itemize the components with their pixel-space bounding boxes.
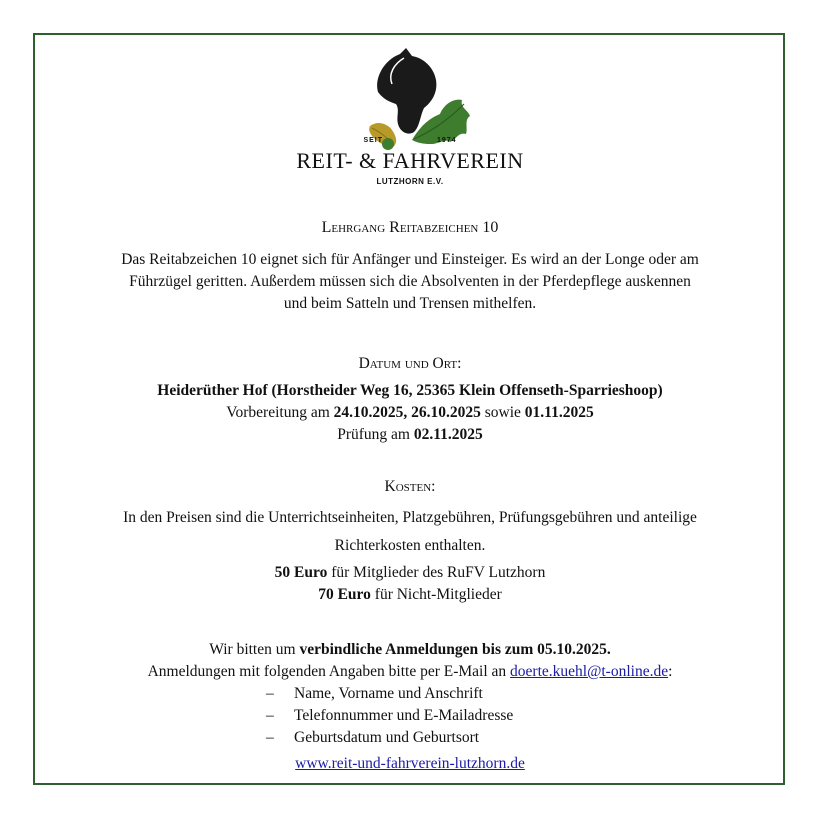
- prep-line: [0, 403, 820, 423]
- horse-head-icon: [377, 48, 436, 134]
- location-line: [0, 381, 820, 401]
- page-title: Lehrgang Reitabzeichen 10: [321, 219, 499, 236]
- price2-amount: 70 Euro: [318, 586, 371, 603]
- dash: –: [266, 707, 274, 724]
- anmeldung-colon: :: [668, 663, 673, 680]
- logo-seit: SEIT: [363, 137, 384, 144]
- email-link[interactable]: doerte.kuehl@t-online.de: [510, 663, 669, 680]
- prep-last: 01.11.2025: [524, 404, 594, 421]
- location: Heiderüther Hof (Horstheider Weg 16, 25365 Klein Offenseth-Sparrieshoop): [157, 382, 663, 399]
- logo-name: REIT- & FAHRVEREIN: [296, 148, 524, 173]
- logo-sub: LUTZHORN E.V.: [376, 177, 444, 186]
- list-item-text: Name, Vorname und Anschrift: [294, 685, 483, 702]
- kosten-heading: Kosten:: [384, 478, 436, 495]
- intro-line-3: und beim Satteln und Trensen mithelfen.: [283, 295, 537, 312]
- list-item-text: Telefonnummer und E-Mailadresse: [294, 707, 514, 724]
- price-members: [0, 563, 820, 583]
- exam-line: [0, 425, 820, 445]
- price1-text: für Mitglieder des RuFV Lutzhorn: [327, 564, 546, 581]
- anmeldung-line-1: [0, 640, 820, 660]
- list-item-text: Geburtsdatum und Geburtsort: [294, 729, 480, 746]
- price-nonmembers: [0, 585, 820, 605]
- datum-heading: Datum und Ort:: [358, 355, 462, 372]
- logo-year: 1974: [436, 137, 457, 144]
- prep-prefix: Vorbereitung am: [226, 404, 334, 421]
- list-item: [266, 706, 513, 726]
- logo-seit-year: [0, 137, 820, 144]
- price1-amount: 50 Euro: [274, 564, 328, 581]
- anmeldung-deadline: verbindliche Anmeldungen bis zum 05.10.2025.: [299, 641, 611, 658]
- prep-mid: sowie: [480, 404, 525, 421]
- dash: –: [266, 729, 274, 746]
- intro-line-1: Das Reitabzeichen 10 eignet sich für Anfänger und Einsteiger. Es wird an der Longe oder am: [121, 251, 699, 268]
- intro-line-2: Führzügel geritten. Außerdem müssen sich die Absolventen in der Pferdepflege auskennen: [129, 273, 691, 290]
- website-line: [0, 754, 820, 774]
- list-item: [266, 728, 479, 748]
- kosten-line-1: In den Preisen sind die Unterrichtseinheiten, Platzgebühren, Prüfungsgebühren und anteilige: [123, 509, 697, 526]
- dash: –: [266, 685, 274, 702]
- anmeldung-prefix: Wir bitten um: [209, 641, 300, 658]
- anmeldung-line-2: [0, 662, 820, 682]
- exam-prefix: Prüfung am: [337, 426, 414, 443]
- kosten-line-2: Richterkosten enthalten.: [334, 537, 486, 554]
- website-link[interactable]: www.reit-und-fahrverein-lutzhorn.de: [295, 755, 525, 772]
- anmeldung-email-prefix: Anmeldungen mit folgenden Angaben bitte per E-Mail an: [147, 663, 511, 680]
- prep-dates: 24.10.2025, 26.10.2025: [333, 404, 481, 421]
- list-item: [266, 684, 483, 704]
- price2-text: für Nicht-Mitglieder: [370, 586, 502, 603]
- exam-date: 02.11.2025: [413, 426, 483, 443]
